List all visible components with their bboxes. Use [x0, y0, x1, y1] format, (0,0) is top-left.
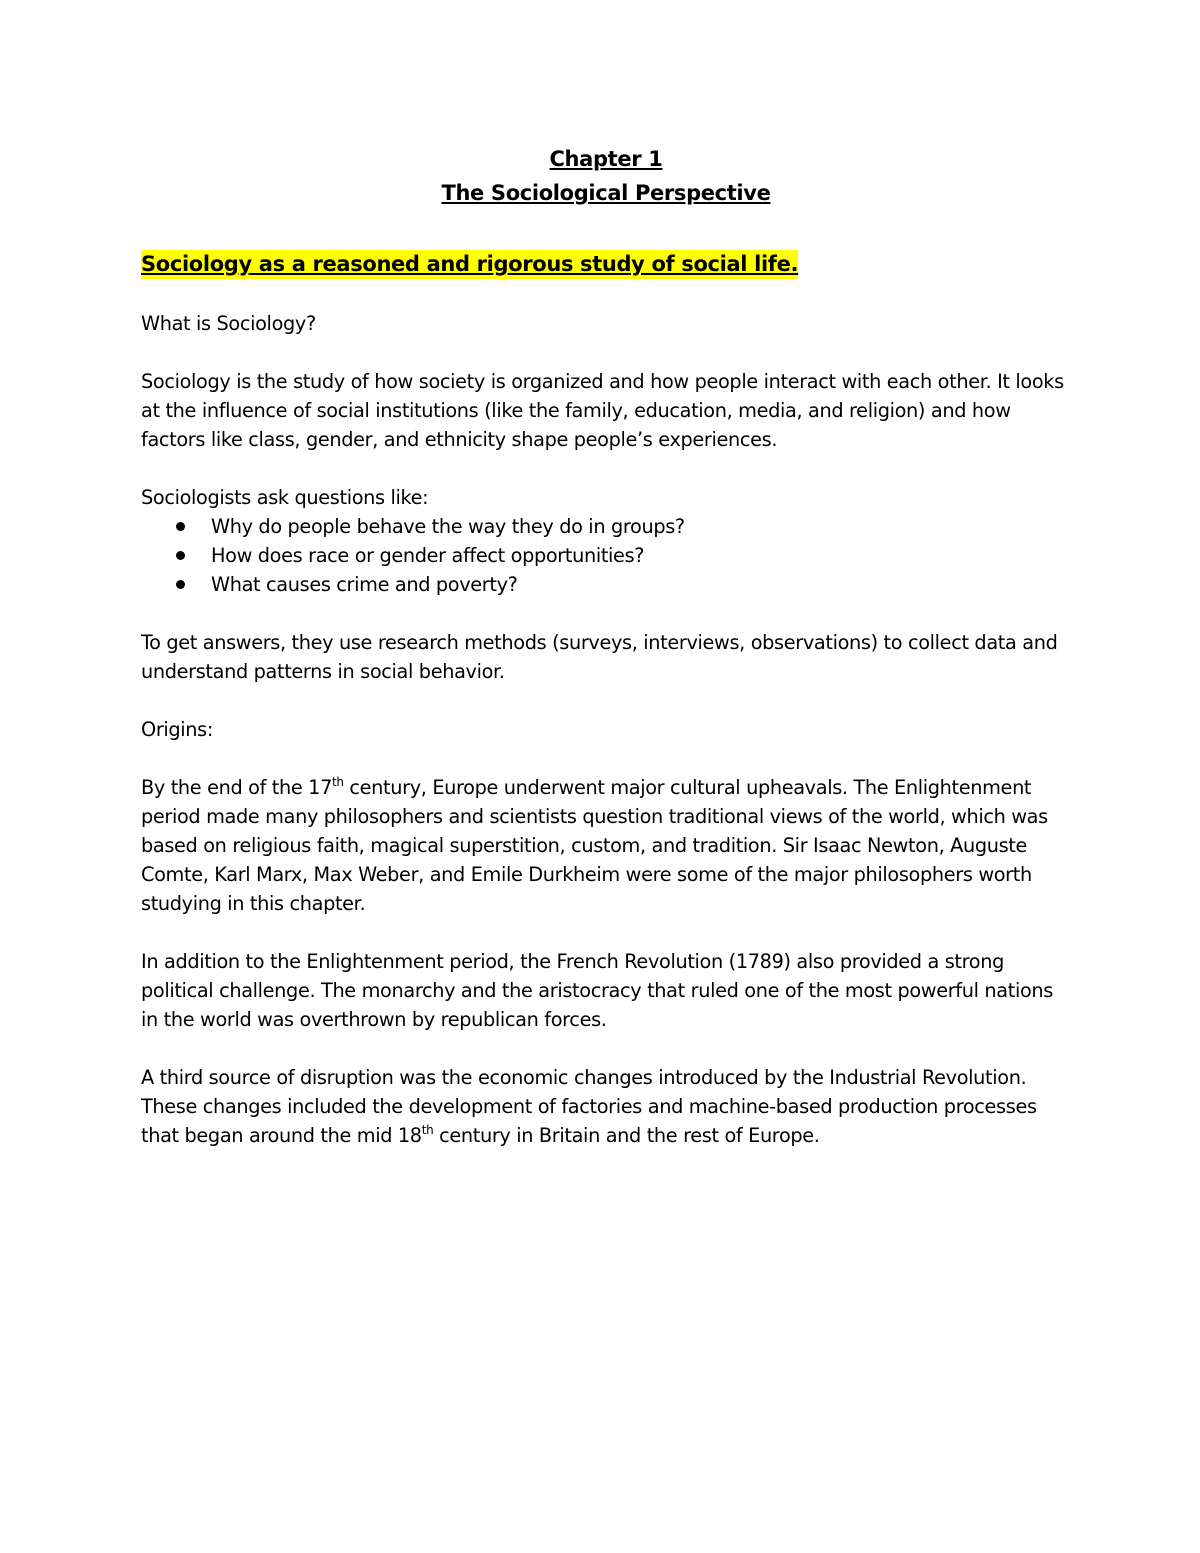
- research-methods-paragraph: To get answers, they use research methods (surveys, interviews, observations) to collect data and understand patterns in social behavior.: [141, 631, 1058, 683]
- sociology-definition-paragraph: Sociology is the study of how society is organized and how people interact with each other. It looks at the influence of social institutions (like the family, education, media, and religion) and how factors like class, gender, and ethnicity shape people’s experiences.: [141, 370, 1064, 451]
- chapter-heading: [141, 142, 1071, 210]
- enlightenment-text-start: By the end of the 17: [141, 776, 333, 799]
- list-item-text: How does race or gender affect opportunities?: [211, 544, 645, 567]
- list-item-text: Why do people behave the way they do in groups?: [211, 515, 685, 538]
- highlighted-section-heading: Sociology as a reasoned and rigorous study of social life.: [141, 250, 798, 279]
- industrial-text-start: A third source of disruption was the economic changes introduced by the Industrial Revolution. These changes included the development of factories and machine-based production processes that began around the mid 18: [141, 1066, 1037, 1147]
- what-is-sociology-question: What is Sociology?: [141, 312, 316, 335]
- enlightenment-text-end: century, Europe underwent major cultural upheavals. The Enlightenment period made many philosophers and scientists question traditional views of the world, which was based on religious faith, magical superstition, custom, and tradition. Sir Isaac Newton, Auguste Comte, Karl Marx, Max Weber, and Emile Durkheim were some of the major philosophers worth studying in this chapter.: [141, 776, 1048, 915]
- industrial-revolution-paragraph: [141, 1063, 1071, 1150]
- enlightenment-paragraph: [141, 773, 1071, 918]
- questions-list: [141, 512, 1071, 599]
- list-item: [141, 570, 1071, 599]
- bullet-icon: [176, 522, 185, 531]
- industrial-text-end: century in Britain and the rest of Europe.: [433, 1124, 820, 1147]
- list-item: [141, 512, 1071, 541]
- bullet-icon: [176, 551, 185, 560]
- chapter-subtitle: The Sociological Perspective: [441, 181, 771, 205]
- origins-label: Origins:: [141, 718, 214, 741]
- ordinal-suffix: th: [421, 1122, 434, 1137]
- document-body: [141, 142, 1071, 1179]
- section-heading: [141, 247, 1071, 281]
- french-revolution-paragraph: In addition to the Enlightenment period, the French Revolution (1789) also provided a strong political challenge. The monarchy and the aristocracy that ruled one of the most powerful nations in the world was overthrown by republican forces.: [141, 950, 1053, 1031]
- ordinal-suffix: th: [332, 774, 344, 789]
- chapter-title: Chapter 1: [549, 147, 663, 171]
- questions-intro: Sociologists ask questions like:: [141, 486, 429, 509]
- list-item: [141, 541, 1071, 570]
- bullet-icon: [176, 580, 185, 589]
- list-item-text: What causes crime and poverty?: [211, 573, 518, 596]
